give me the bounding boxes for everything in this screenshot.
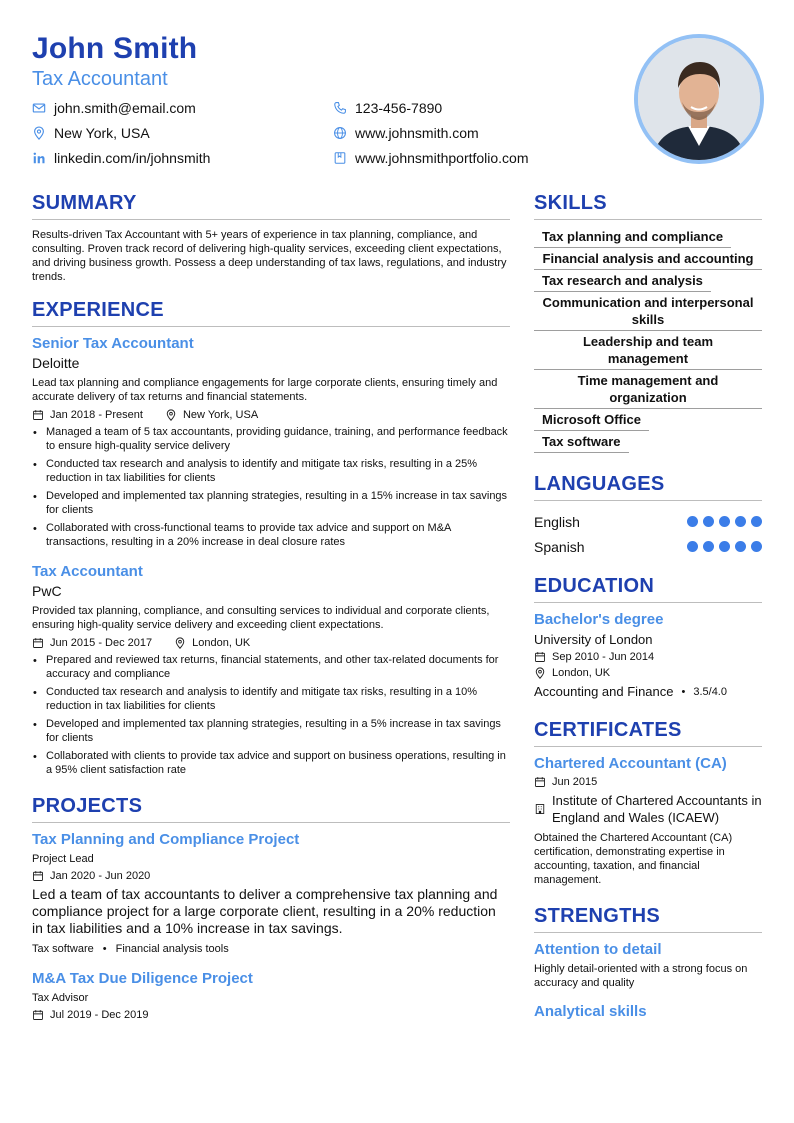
project-tools: Tax software • Financial analysis tools: [32, 943, 229, 955]
education-dates-row: [534, 651, 762, 663]
strength-description: Highly detail-oriented with a strong focus on accuracy and quality: [534, 963, 748, 989]
job-description: Provided tax planning, compliance, and consulting services to individual and corporate clients, ensuring high-quality service delivery and exceeding client expectations.: [32, 605, 490, 631]
skills-list: [534, 226, 762, 453]
skill-tag: Communication and interpersonal skills: [534, 292, 762, 331]
education-gpa: 3.5/4.0: [693, 685, 727, 698]
contact-portfolio[interactable]: [333, 150, 529, 166]
education-section: [534, 575, 762, 699]
summary-section: [32, 192, 510, 284]
proficiency-dot: [703, 516, 714, 527]
certificate-title: Chartered Accountant (CA): [534, 755, 727, 772]
degree-title: Bachelor's degree: [534, 611, 664, 628]
experience-heading: EXPERIENCE: [32, 299, 510, 327]
proficiency-dot: [687, 516, 698, 527]
summary-text: Results-driven Tax Accountant with 5+ years of experience in tax planning, compliance, and consulting. Proven track record of delivering high-quality services, exceeding client expectations, and driving business growth. Possess a deep understanding of tax laws, regulations, and industry trends.: [32, 229, 507, 283]
job-description: Lead tax planning and compliance engagements for large corporate clients, ensuring timely and accurate delivery of tax returns and financial statements.: [32, 377, 498, 403]
proficiency-dots: [682, 516, 762, 527]
proficiency-dot: [751, 516, 762, 527]
education-dates: Sep 2010 - Jun 2014: [552, 651, 655, 663]
phone-icon: [333, 101, 347, 115]
education-location: London, UK: [552, 667, 611, 679]
globe-icon: [333, 126, 347, 140]
language-name: English: [534, 513, 580, 530]
strengths-heading: STRENGTHS: [534, 905, 762, 933]
project-title: M&A Tax Due Diligence Project: [32, 970, 253, 987]
experience-section: [32, 299, 510, 777]
list-item: • Conducted tax research and analysis to identify and mitigate tax risks, resulting in a 10% reduction in tax liabilities for clients: [32, 685, 510, 713]
skill-tag: Tax planning and compliance: [534, 226, 731, 248]
skill-tag: Tax research and analysis: [534, 270, 711, 292]
website-text: www.johnsmith.com: [355, 125, 479, 141]
email-text: john.smith@email.com: [54, 100, 196, 116]
job-bullets: [32, 425, 510, 549]
proficiency-dot: [687, 541, 698, 552]
education-location-row: [534, 667, 762, 679]
strength-title: Analytical skills: [534, 1003, 647, 1020]
school-name: University of London: [534, 632, 653, 647]
project-description: Led a team of tax accountants to deliver a comprehensive tax planning and compliance project for a large corporate client, resulting in a 20% reduction in tax liabilities and a 10% increase in tax savings.: [32, 886, 498, 936]
project-role: Tax Advisor: [32, 992, 89, 1004]
list-item: • Developed and implemented tax planning strategies, resulting in a 15% increase in tax savings for clients: [32, 489, 510, 517]
job-bullets: [32, 653, 510, 777]
job-entry: [32, 335, 510, 549]
calendar-icon: [534, 776, 546, 788]
calendar-icon: [534, 651, 546, 663]
location-pin-icon: [32, 126, 46, 140]
strengths-section: [534, 905, 762, 1020]
strength-title: Attention to detail: [534, 941, 662, 958]
job-meta: [32, 637, 510, 649]
proficiency-dot: [719, 516, 730, 527]
profile-photo: [634, 34, 764, 164]
list-item: • Developed and implemented tax planning strategies, resulting in a 5% increase in tax savings for clients: [32, 717, 510, 745]
contact-website[interactable]: [333, 125, 479, 141]
certificates-section: [534, 719, 762, 887]
linkedin-icon: [32, 151, 46, 165]
job-meta: [32, 409, 510, 421]
tool-tag: Tax software: [32, 943, 94, 955]
proficiency-dot: [735, 541, 746, 552]
calendar-icon: [32, 870, 44, 882]
right-column: [534, 192, 762, 1020]
building-icon: [534, 803, 546, 815]
project-title: Tax Planning and Compliance Project: [32, 831, 300, 848]
job-entry: [32, 563, 510, 777]
project-role: Project Lead: [32, 853, 94, 865]
languages-heading: LANGUAGES: [534, 473, 762, 501]
candidate-name: John Smith: [32, 32, 198, 65]
proficiency-dots: [682, 541, 762, 552]
project-dates: Jul 2019 - Dec 2019: [50, 1009, 149, 1021]
calendar-icon: [32, 637, 44, 649]
job-dates: Jan 2018 - Present: [50, 409, 143, 421]
portfolio-text: www.johnsmithportfolio.com: [355, 150, 529, 166]
left-column: [32, 192, 510, 1021]
certificate-issuer: Institute of Chartered Accountants in England and Wales (ICAEW): [552, 793, 762, 825]
language-name: Spanish: [534, 538, 585, 555]
proficiency-dot: [703, 541, 714, 552]
project-meta: [32, 1009, 510, 1021]
list-item: • Managed a team of 5 tax accountants, providing guidance, training, and performance feedback to ensure high-quality service delivery: [32, 425, 510, 453]
contact-location: [32, 125, 150, 141]
proficiency-dot: [751, 541, 762, 552]
list-item: • Prepared and reviewed tax returns, financial statements, and other tax-related documents for accuracy and compliance: [32, 653, 510, 681]
contact-linkedin[interactable]: [32, 150, 210, 166]
location-pin-icon: [165, 409, 177, 421]
mail-icon: [32, 101, 46, 115]
language-row: [534, 534, 762, 559]
proficiency-dot: [735, 516, 746, 527]
job-company: PwC: [32, 583, 62, 599]
job-company: Deloitte: [32, 355, 80, 371]
projects-heading: PROJECTS: [32, 795, 510, 823]
job-title: Tax Accountant: [32, 563, 143, 580]
candidate-title: Tax Accountant: [32, 68, 168, 90]
location-pin-icon: [534, 667, 546, 679]
contact-email[interactable]: [32, 100, 196, 116]
skill-tag: Financial analysis and accounting: [534, 248, 762, 270]
skill-tag: Tax software: [534, 431, 629, 453]
linkedin-text: linkedin.com/in/johnsmith: [54, 150, 211, 166]
proficiency-dot: [719, 541, 730, 552]
avatar-illustration: [638, 38, 760, 160]
list-item: • Collaborated with cross-functional teams to provide tax advice and support on M&A transactions, resulting in a 20% increase in deal closure rates: [32, 521, 510, 549]
certificate-description: Obtained the Chartered Accountant (CA) certification, demonstrating expertise in accounting, taxation, and financial management.: [534, 832, 733, 886]
project-entry: [32, 970, 510, 1021]
education-field-row: Accounting and Finance • 3.5/4.0: [534, 684, 727, 699]
projects-section: [32, 795, 510, 1021]
location-pin-icon: [174, 637, 186, 649]
certificates-heading: CERTIFICATES: [534, 719, 762, 747]
certificate-issuer-row: [534, 792, 762, 826]
skills-heading: SKILLS: [534, 192, 762, 220]
education-heading: EDUCATION: [534, 575, 762, 603]
education-field: Accounting and Finance: [534, 684, 674, 699]
bookmark-icon: [333, 151, 347, 165]
tool-tag: Financial analysis tools: [115, 943, 229, 955]
languages-section: [534, 473, 762, 559]
skill-tag: Microsoft Office: [534, 409, 649, 431]
language-row: [534, 509, 762, 534]
certificate-date-row: [534, 776, 762, 788]
certificate-date: Jun 2015: [552, 776, 598, 788]
skill-tag: Time management and organization: [534, 370, 762, 409]
skill-tag: Leadership and team management: [534, 331, 762, 370]
calendar-icon: [32, 409, 44, 421]
summary-heading: SUMMARY: [32, 192, 510, 220]
contact-phone[interactable]: [333, 100, 442, 116]
project-dates: Jan 2020 - Jun 2020: [50, 870, 151, 882]
project-meta: [32, 870, 510, 882]
project-entry: [32, 831, 510, 956]
job-location: London, UK: [192, 637, 251, 649]
job-title: Senior Tax Accountant: [32, 335, 194, 352]
job-location: New York, USA: [182, 409, 259, 421]
skills-section: [534, 192, 762, 453]
job-dates: Jun 2015 - Dec 2017: [50, 637, 153, 649]
list-item: • Collaborated with clients to provide tax advice and support on business operations, resulting in a 95% client satisfaction rate: [32, 749, 510, 777]
list-item: • Conducted tax research and analysis to identify and mitigate tax risks, resulting in a 25% reduction in tax liabilities for clients: [32, 457, 510, 485]
location-text: New York, USA: [54, 125, 150, 141]
phone-text: 123-456-7890: [355, 100, 443, 116]
calendar-icon: [32, 1009, 44, 1021]
